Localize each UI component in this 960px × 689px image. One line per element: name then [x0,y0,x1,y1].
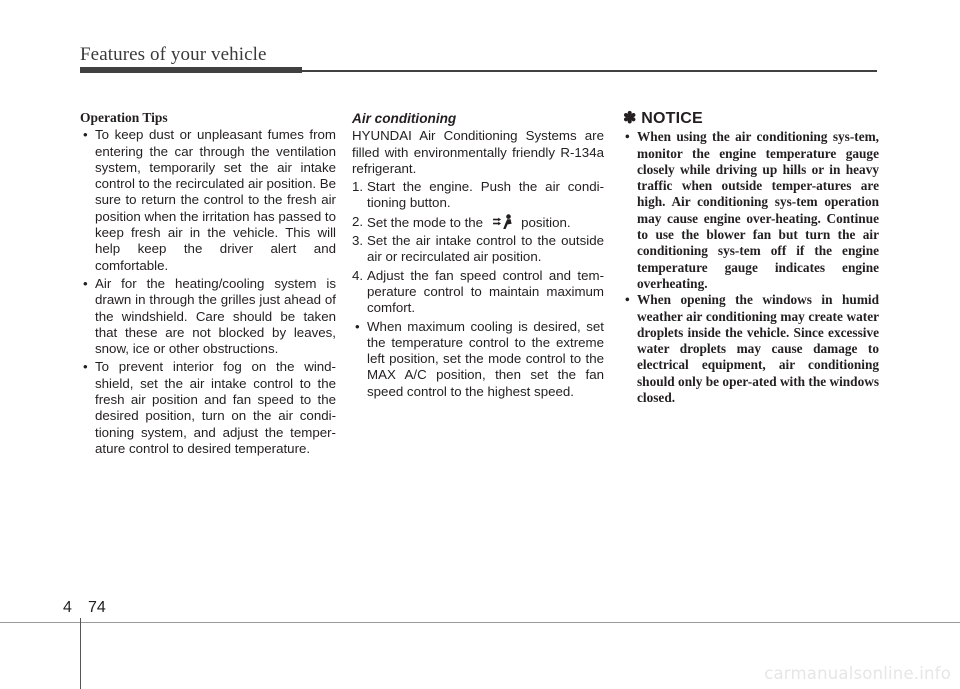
list-item-text: Adjust the fan speed control and tem-perature control to maintain maximum comfort. [367,267,604,316]
list-item-text: Start the engine. Push the air condi-tioning button. [367,179,604,211]
bullet-mark: • [625,129,630,145]
air-conditioning-steps [352,179,604,316]
list-item [352,179,604,212]
list-item-text: When using the air conditioning sys-tem, monitor the engine temperature gauge closely while driving up hills or in heavy traffic when outside temper-atures are high. Air conditioning sys-tem operation may cause engine over-heating. Continue to use the blower fan but turn the air conditioning sys-tem off if the engine temperature gauge indicates engine overheating. [637,129,879,291]
list-item [623,292,879,406]
operation-tips-title: Operation Tips [80,110,168,125]
list-item-text: Set the air intake control to the outside air or recirculated air position. [367,233,604,265]
step-number: 4. [352,267,364,283]
air-conditioning-bullets [352,319,604,400]
list-item [80,127,336,274]
air-conditioning-title: Air conditioning [352,111,457,126]
list-item [352,268,604,317]
list-item [352,214,604,231]
notice-title-text: NOTICE [641,110,703,127]
bullet-mark: • [83,275,88,291]
operation-tips-list [80,127,336,457]
page-chapter-number: 4 [63,599,72,616]
step-number: 3. [352,233,364,249]
footer-rule-vertical [80,618,81,689]
operation-tips-column [80,110,336,459]
list-item [80,359,336,457]
notice-list [623,129,879,406]
list-item-text: To prevent interior fog on the wind-shield, set the air intake control to the fresh air position and fan speed to the desired position, turn on the air condi-tioning system, and adjust the temper-ature control to desired temperature. [95,359,336,456]
step-number: 1. [352,179,364,195]
list-item-text: Set the mode to the [367,214,484,230]
notice-symbol: ✽ [623,110,637,127]
page-header-title: Features of your vehicle [80,44,267,65]
face-vent-mode-icon [491,214,515,230]
footer-rule-horizontal [0,622,960,623]
step-number: 2. [352,213,364,229]
list-item [623,129,879,292]
list-item-text: Air for the heating/cooling system is drawn in through the grilles just ahead of the windshield. Care should be taken that these are not blocked by leaves, snow, ice or other obstructions. [95,275,336,357]
list-item [352,319,604,400]
air-conditioning-column [352,111,604,402]
list-item-text-after: position. [521,214,571,230]
list-item-text: To keep dust or unpleasant fumes from entering the car through the ventilation system, temporarily set the air intake control to the recirculated air position. Be sure to return the control to the fresh air position when the irritation has passed to keep fresh air in the vehicle. This will help keep the driver alert and comfortable. [95,127,336,273]
list-item [80,276,336,357]
bullet-mark: • [625,292,630,308]
watermark: carmanualsonline.info [764,664,951,683]
list-item-text: When maximum cooling is desired, set the temperature control to the extreme left position, set the mode control to the MAX A/C position, then set the fan speed control to the highest speed. [367,318,604,399]
list-item [352,233,604,266]
bullet-mark: • [83,359,88,375]
bullet-mark: • [355,318,360,334]
notice-column [623,111,879,406]
notice-title [623,111,879,127]
list-item-text: When opening the windows in humid weather air conditioning may create water droplets inside the vehicle. Since excessive water droplets may cause damage to electrical equipment, air conditioning should only be oper-ated with the windows closed. [637,292,879,406]
header-rule-thin [302,70,877,72]
air-conditioning-intro: HYUNDAI Air Conditioning Systems are filled with environmentally friendly R-134a refrigerant. [352,128,604,176]
header-rule-thick [80,67,302,73]
page-number: 74 [88,599,106,616]
bullet-mark: • [83,127,88,143]
